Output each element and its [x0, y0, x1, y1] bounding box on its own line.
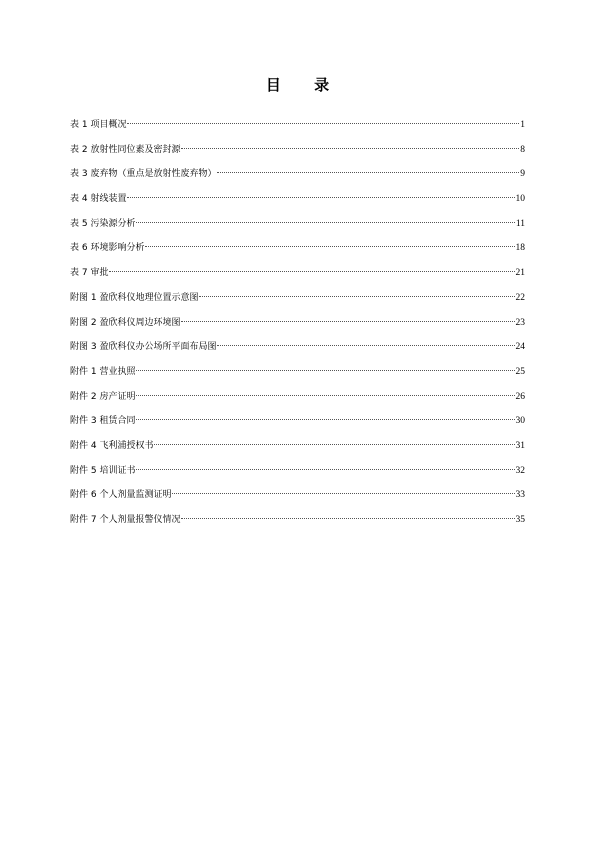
toc-entry-page: 8 — [520, 144, 525, 155]
toc-entry-label: 附图 3 盈欣科仪办公场所平面布局图 — [70, 342, 217, 353]
toc-entry — [70, 434, 525, 459]
toc-dot-leader — [136, 469, 514, 470]
toc-entry — [70, 138, 525, 163]
toc-dot-leader — [136, 419, 514, 420]
toc-entry — [70, 335, 525, 360]
toc-dot-leader — [154, 444, 514, 445]
toc-entry — [70, 459, 525, 484]
toc-entry — [70, 409, 525, 434]
toc-dot-leader — [136, 222, 514, 223]
toc-entry-label: 附件 1 营业执照 — [70, 366, 136, 377]
toc-dot-leader — [217, 172, 519, 173]
toc-entry — [70, 162, 525, 187]
toc-entry-page: 33 — [515, 490, 525, 501]
toc-entry-page: 35 — [515, 515, 525, 525]
toc-entry-page: 10 — [515, 194, 525, 205]
toc-entry-page: 30 — [515, 416, 525, 427]
toc-entry-label: 表 7 审批 — [70, 268, 109, 279]
toc-entry — [70, 261, 525, 286]
toc-entry-label: 附件 5 培训证书 — [70, 465, 136, 476]
toc-entry-page: 11 — [515, 218, 525, 229]
toc-entry — [70, 212, 525, 237]
toc-entry-label: 附件 7 个人剂量报警仪情况 — [70, 515, 181, 525]
toc-entry — [70, 311, 525, 336]
toc-entry — [70, 286, 525, 311]
toc-dot-leader — [136, 370, 514, 371]
toc-title: 目 录 — [265, 76, 344, 94]
toc-dot-leader — [217, 345, 514, 346]
toc-entry-page: 25 — [515, 366, 525, 377]
toc-dot-leader — [136, 395, 514, 396]
toc-entry-page: 31 — [515, 440, 525, 451]
toc-entry-label: 表 5 污染源分析 — [70, 218, 136, 229]
toc-entry — [70, 187, 525, 212]
toc-entry-label: 表 2 放射性同位素及密封源 — [70, 144, 181, 155]
toc-entry-label: 表 6 环境影响分析 — [70, 243, 145, 254]
toc-entry-page: 32 — [515, 465, 525, 476]
toc-entry-label: 附件 4 飞利浦授权书 — [70, 440, 154, 451]
toc-entry-page: 26 — [515, 391, 525, 402]
toc-dot-leader — [181, 518, 514, 519]
toc-entry-label: 附件 2 房产证明 — [70, 391, 136, 402]
toc-entry-page: 23 — [515, 317, 525, 328]
toc-dot-leader — [181, 148, 519, 149]
toc-dot-leader — [127, 197, 514, 198]
toc-dot-leader — [181, 321, 514, 322]
toc-entry-label: 表 4 射线装置 — [70, 194, 127, 205]
toc-entry-page: 18 — [515, 243, 525, 254]
toc-entry — [70, 360, 525, 385]
table-of-contents — [70, 113, 525, 533]
toc-entry — [70, 483, 525, 508]
toc-entry-label: 附图 1 盈欣科仪地理位置示意图 — [70, 292, 199, 303]
toc-entry-page: 21 — [515, 268, 525, 279]
toc-dot-leader — [109, 271, 514, 272]
toc-entry-label: 附件 3 租赁合同 — [70, 416, 136, 427]
toc-entry — [70, 385, 525, 410]
toc-dot-leader — [199, 296, 514, 297]
toc-entry — [70, 236, 525, 261]
toc-entry — [70, 113, 525, 138]
toc-entry-page: 9 — [520, 169, 525, 180]
toc-entry-page: 22 — [515, 292, 525, 303]
toc-entry-label: 表 1 项目概况 — [70, 120, 127, 130]
toc-entry-label: 附图 2 盈欣科仪周边环境图 — [70, 317, 181, 328]
toc-entry-page: 24 — [515, 342, 525, 353]
toc-entry-page: 1 — [520, 120, 525, 130]
toc-dot-leader — [127, 123, 519, 124]
toc-entry-label: 表 3 废弃物（重点是放射性废弃物） — [70, 169, 217, 180]
toc-dot-leader — [145, 246, 514, 247]
toc-entry — [70, 508, 525, 533]
toc-dot-leader — [172, 493, 514, 494]
toc-entry-label: 附件 6 个人剂量监测证明 — [70, 490, 172, 501]
